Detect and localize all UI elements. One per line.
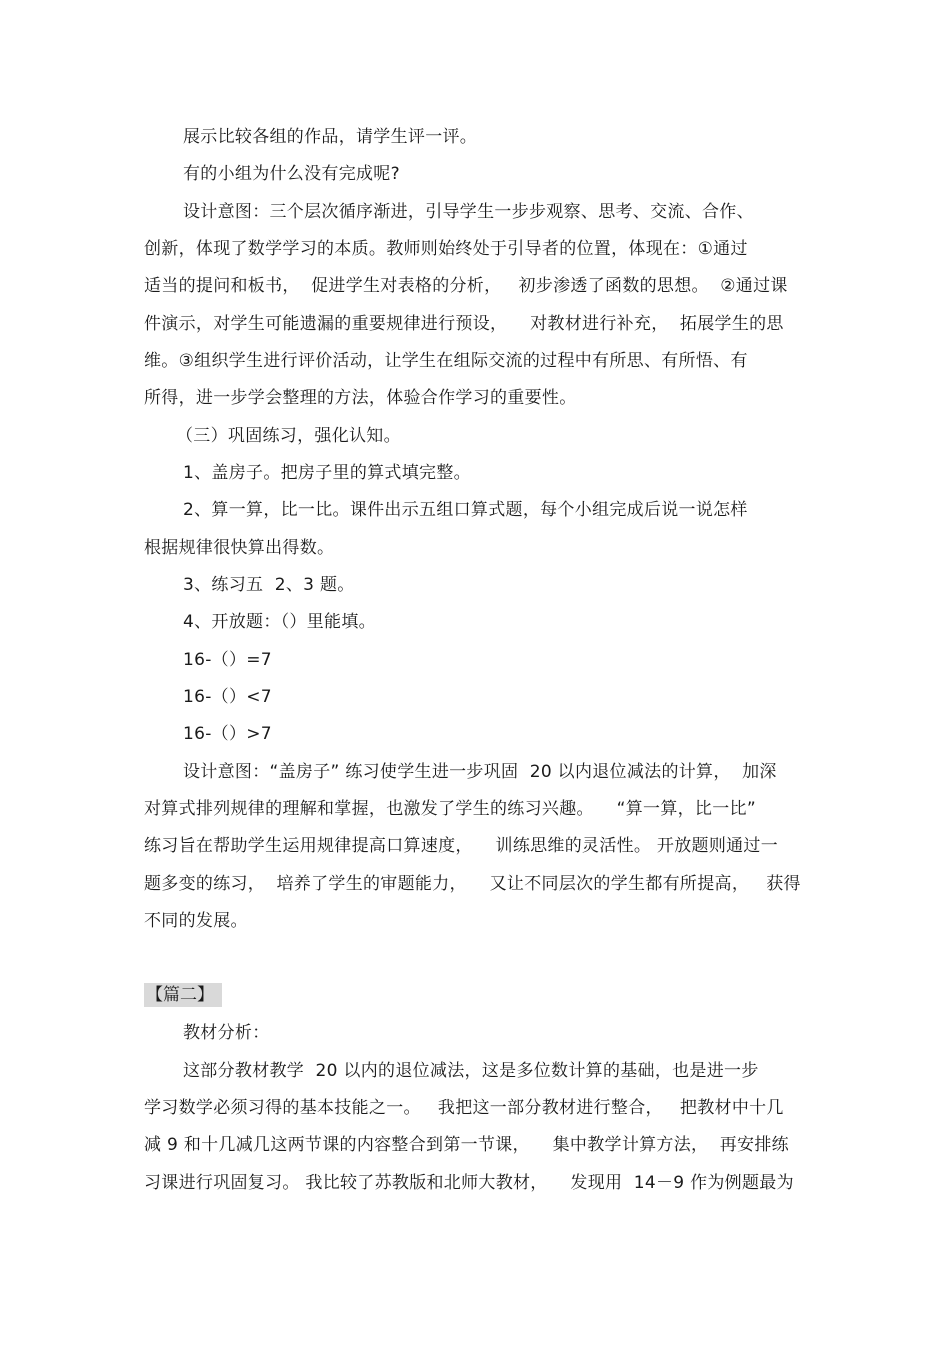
subtitle-textbook-analysis: 教材分析： (183, 1023, 270, 1043)
exercise-1: 1、盖房子。把房子里的算式填完整。 (183, 463, 471, 483)
design-intent-2-line: 设计意图：“盖房子” 练习使学生进一步巩固 20 以内退位减法的计算， 加深 (183, 762, 777, 782)
exercise-2-continued: 根据规律很快算出得数。 (144, 538, 335, 558)
paragraph-show-works: 展示比较各组的作品，请学生评一评。 (183, 127, 478, 147)
section-tag-part-two: 【篇二】 (144, 983, 222, 1007)
analysis-line: 减 9 和十几减几这两节课的内容整合到第一节课， 集中教学计算方法， 再安排练 (144, 1135, 789, 1155)
design-intent-1-line: 件演示，对学生可能遗漏的重要规律进行预设， 对教材进行补充， 拓展学生的思 (144, 314, 784, 334)
design-intent-1-line: 适当的提问和板书， 促进学生对表格的分析， 初步渗透了函数的思想。 ②通过课 (144, 276, 788, 296)
design-intent-2-line: 不同的发展。 (144, 911, 248, 931)
design-intent-2-line: 对算式排列规律的理解和掌握，也激发了学生的练习兴趣。 “算一算，比一比” (144, 799, 756, 819)
exercise-3: 3、练习五 2、3 题。 (183, 575, 355, 595)
design-intent-1-line: 设计意图：三个层次循序渐进，引导学生一步步观察、思考、交流、合作、 (183, 202, 754, 222)
design-intent-1-line: 维。③组织学生进行评价活动，让学生在组际交流的过程中有所思、有所悟、有 (144, 351, 748, 371)
analysis-line: 习课进行巩固复习。 我比较了苏教版和北师大教材， 发现用 14－9 作为例题最为 (144, 1173, 794, 1193)
analysis-line: 学习数学必须习得的基本技能之一。 我把这一部分教材进行整合， 把教材中十几 (144, 1098, 784, 1118)
equation-less-than: 16-（）<7 (183, 687, 272, 707)
equation-greater-than: 16-（）>7 (183, 724, 272, 744)
equation-equal: 16-（）=7 (183, 650, 272, 670)
design-intent-1-line: 所得，进一步学会整理的方法，体验合作学习的重要性。 (144, 388, 577, 408)
exercise-2: 2、算一算，比一比。课件出示五组口算式题，每个小组完成后说一说怎样 (183, 500, 748, 520)
analysis-line: 这部分教材教学 20 以内的退位减法，这是多位数计算的基础，也是进一步 (183, 1061, 759, 1081)
design-intent-2-line: 题多变的练习， 培养了学生的审题能力， 又让不同层次的学生都有所提高， 获得 (144, 874, 801, 894)
design-intent-2-line: 练习旨在帮助学生运用规律提高口算速度， 训练思维的灵活性。 开放题则通过一 (144, 836, 779, 856)
paragraph-question: 有的小组为什么没有完成呢? (183, 164, 400, 184)
section-heading-consolidation: （三）巩固练习，强化认知。 (176, 426, 401, 446)
design-intent-1-line: 创新，体现了数学学习的本质。教师则始终处于引导者的位置，体现在：①通过 (144, 239, 748, 259)
exercise-4: 4、开放题：（）里能填。 (183, 612, 376, 632)
